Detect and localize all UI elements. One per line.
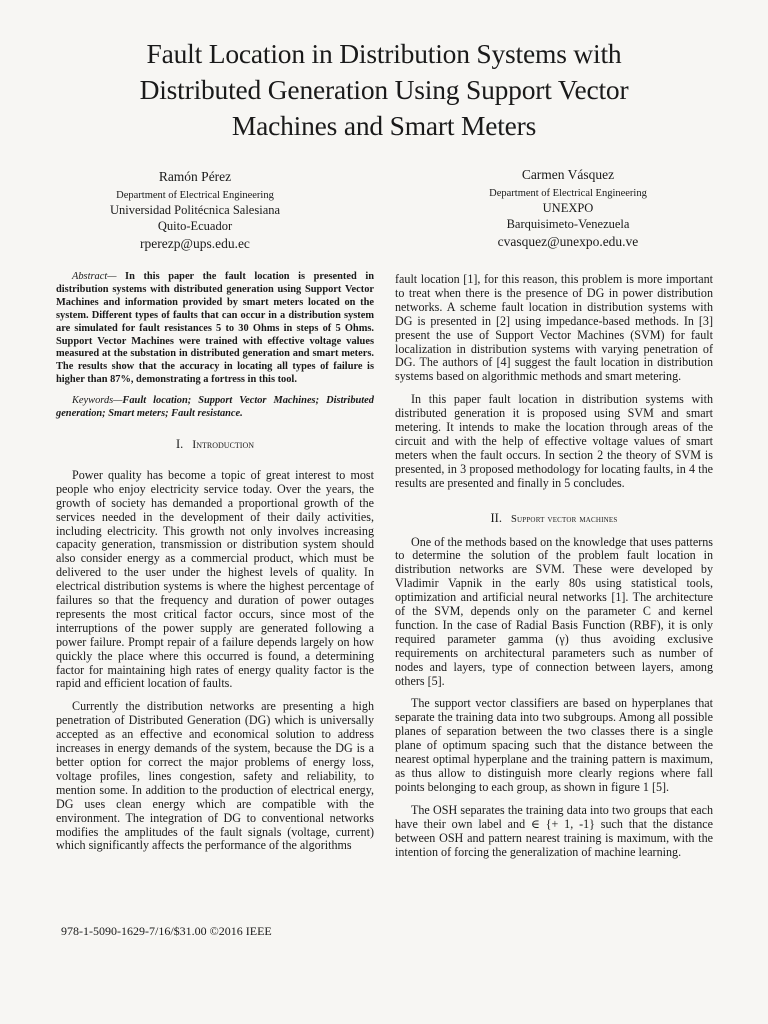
author-institution: UNEXPO	[542, 201, 594, 215]
section-number: II.	[490, 510, 502, 525]
section-title: Introduction	[192, 436, 255, 451]
abstract-text: In this paper the fault location is presented in distribution systems with distributed generation using Support Vector Machines and information provided by smart meters located on the system. Different types of faults that can occur in a distribution system are simulated for fault resistances 5 to 30 Ohms in steps of 5 Ohms. Support Vector Machines were trained with effective voltage values measured at the substation in distributed generation and smart meters. The results show that the accuracy in locating all types of failure is higher than 87%, demonstrating a fortress in this tool.	[56, 271, 374, 386]
author-name: Ramón Pérez	[158, 169, 232, 184]
author-department: Department of Electrical Engineering	[116, 190, 274, 201]
body-paragraph: One of the methods based on the knowledge that uses patterns to determine the solution of the problem fault location in distribution networks are SVM. These were developed by Vladimir Vapnik in the early 80s using statistical tools, optimization and artificial neural networks [1]. The architecture of the SVM, depends only on the parameter C and kernel function. In the case of Radial Basis Function (RBF), it is only required parameter gamma (γ) thus avoiding exclusive requirements on architectural parameters such as number of nodes and layers, type of connection between layers, among others [5].	[395, 534, 713, 688]
author-block-2	[418, 166, 718, 250]
author-email: cvasquez@unexpo.edu.ve	[497, 234, 639, 249]
copyright-footer: 978-1-5090-1629-7/16/$31.00 ©2016 IEEE	[61, 924, 272, 938]
paper-title	[40, 36, 728, 144]
section-title: Support vector machines	[510, 513, 618, 525]
keywords-text: Fault location; Support Vector Machines; Distributed generation; Smart meters; Fault resistance.	[56, 395, 374, 420]
section-number: I.	[175, 436, 184, 451]
author-email: rperezp@ups.edu.ec	[140, 236, 250, 251]
body-paragraph: In this paper fault location in distribution systems with distributed generation it is proposed using SVM and smart metering. It intends to make the location through areas of the circuit and with the help of effective voltage values of smart meters when the fault occurs. In section 2 the theory of SVM is presented, in 3 proposed methodology for locating faults, in 4 the results are presented and finally in 5 concludes.	[395, 392, 713, 490]
body-paragraph: The OSH separates the training data into two groups that each have their own label and ∈ {+ 1, -1} such that the distance between OSH and pattern nearest training is maximum, with the intention of forcing the generalization of machine learning.	[395, 802, 713, 859]
keywords-label: Keywords—	[72, 395, 123, 407]
author-block-1	[45, 168, 345, 252]
title-line-3: Machines and Smart Meters	[231, 110, 537, 141]
author-department: Department of Electrical Engineering	[489, 188, 647, 199]
section-heading-introduction	[56, 438, 374, 452]
body-paragraph: Currently the distribution networks are presenting a high penetration of Distributed Generation (DG) which is universally accepted as an effective and economical solution to address increases in energy demands of the system, because the DG is a better option for correct the major problems of energy loss, voltage profiles, lines congestion, safety and reliability, to mention some. In addition to the production of electrical energy, DG uses clean energy which are compatible with the environment. The integration of DG to conventional networks modifies the amplitudes of the fault signals (voltage, current) which significantly affects the performance of the algorithms	[56, 699, 374, 853]
left-column	[56, 271, 374, 862]
author-name: Carmen Vásquez	[521, 167, 615, 182]
abstract-paragraph	[56, 271, 374, 387]
author-location: Quito-Ecuador	[157, 219, 233, 233]
title-line-1: Fault Location in Distribution Systems with	[146, 38, 622, 69]
abstract-label: Abstract—	[72, 271, 117, 282]
right-column	[395, 273, 713, 868]
body-paragraph: Power quality has become a topic of great interest to most people who enjoy electricity service today. Over the years, the growth of society has demanded a proportional growth of the services needed in the development of their daily activities, including electricity. This growth not only involves increasing capacity generation, transmission or distribution system should also consider energy as a commercial product, which must be delivered to the user under the highest levels of quality. In electrical distribution systems is where the highest percentage of failures so that the frequency and duration of power outages represents the most critical factor occurs, since most of the interruptions of the power supply are generated following a power failure. Prompt repair of a failure depends largely on how quickly the place where this occurred is found, a determining factor for maintaining high rates of energy quality factor is the rapid and efficient location of faults.	[56, 467, 374, 691]
author-location: Barquisimeto-Venezuela	[506, 217, 630, 231]
body-paragraph: fault location [1], for this reason, this problem is more important to treat when there is the presence of DG in power distribution networks. A scheme fault location in distribution systems with DG is presented in [2] using impedance-based methods. In [3] present the use of Support Vector Machines (SVM) for fault localization in distribution systems with varying penetration of DG. The authors of [4] suggest the fault location in distribution systems based on algorithmic methods and smart metering.	[395, 272, 713, 384]
section-heading-svm	[395, 512, 713, 527]
title-line-2: Distributed Generation Using Support Vector	[139, 74, 629, 105]
abstract-section	[56, 271, 374, 421]
keywords-paragraph	[56, 395, 374, 421]
body-paragraph: The support vector classifiers are based on hyperplanes that separate the training data into two subgroups. Among all possible planes of separation between the two classes there is a single plane of optimum spacing such that the distance between the nearest optimal hyperplane and the training pattern is maximum, as thus allow to distinguish more clearly regions where fall points belonging to each group, as shown in figure 1 [5].	[395, 696, 713, 794]
author-institution: Universidad Politécnica Salesiana	[109, 203, 281, 217]
